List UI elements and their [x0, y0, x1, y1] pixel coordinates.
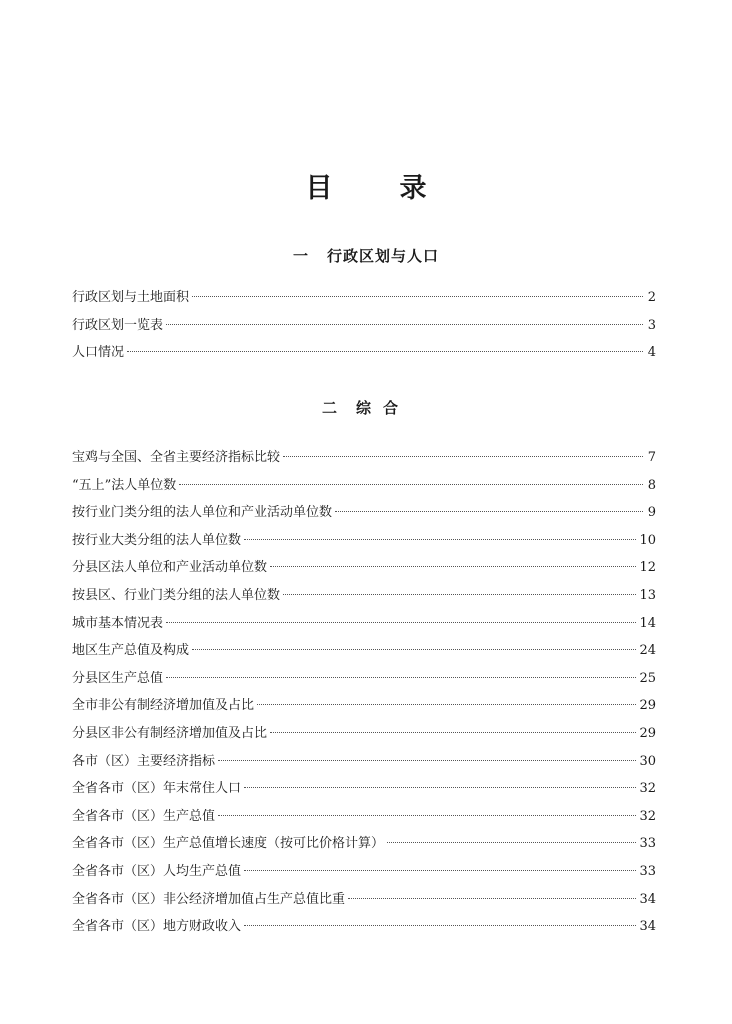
toc-entry-title: 宝鸡与全国、全省主要经济指标比较 [72, 450, 281, 465]
toc-entry-page: 29 [639, 698, 656, 714]
toc-entry[interactable] [72, 527, 656, 555]
toc-entry[interactable] [72, 472, 656, 500]
dot-leader [387, 842, 636, 843]
toc-entry[interactable] [72, 610, 656, 638]
toc-entry-title: 全省各市（区）生产总值增长速度（按可比价格计算） [72, 836, 385, 852]
toc-entry[interactable] [72, 692, 656, 720]
toc-entry[interactable] [72, 284, 656, 312]
toc-entry[interactable] [72, 720, 656, 748]
toc-entry-page: 13 [639, 587, 656, 603]
toc-entry[interactable] [72, 913, 656, 941]
section-title: 综合 [356, 399, 411, 417]
dot-leader [166, 324, 643, 325]
toc-entry[interactable] [72, 582, 656, 610]
toc-entry-page: 8 [647, 477, 656, 493]
toc-entry-title: 分县区非公有制经济增加值及占比 [72, 725, 268, 741]
toc-entry-page: 12 [639, 560, 656, 576]
toc-entry-page: 9 [647, 505, 656, 521]
toc-list-section-2 [72, 444, 656, 941]
toc-entry-page: 34 [639, 919, 656, 935]
toc-entry-title: 分县区法人单位和产业活动单位数 [72, 560, 268, 576]
toc-entry-title: “五上”法人单位数 [72, 477, 177, 493]
dot-leader [283, 594, 636, 595]
dot-leader [348, 898, 636, 899]
toc-entry[interactable] [72, 312, 656, 340]
toc-entry[interactable] [72, 748, 656, 776]
toc-entry-page: 25 [639, 670, 656, 686]
toc-entry-page: 30 [639, 753, 656, 769]
page-title: 目 录 [305, 173, 447, 204]
dot-leader [257, 704, 636, 705]
toc-entry[interactable] [72, 665, 656, 693]
toc-entry-title: 分县区生产总值 [72, 670, 164, 686]
dot-leader [166, 677, 636, 678]
toc-entry-page: 3 [647, 317, 656, 333]
toc-entry[interactable] [72, 637, 656, 665]
toc-entry[interactable] [72, 499, 656, 527]
section-heading-1 [0, 245, 732, 266]
toc-entry[interactable] [72, 775, 656, 803]
dot-leader [218, 815, 636, 816]
dot-leader [179, 484, 643, 485]
dot-leader [192, 296, 643, 297]
toc-entry-page: 4 [647, 345, 656, 361]
toc-entry[interactable] [72, 830, 656, 858]
toc-entry-title: 全省各市（区）年末常住人口 [72, 781, 242, 797]
toc-entry-title: 全省各市（区）地方财政收入 [72, 919, 242, 935]
toc-entry-title: 全省各市（区）生产总值 [72, 808, 216, 824]
toc-entry-title: 各市（区）主要经济指标 [72, 753, 216, 769]
toc-entry-title: 城市基本情况表 [72, 615, 164, 631]
dot-leader [218, 760, 636, 761]
toc-entry-page: 32 [639, 808, 656, 824]
toc-entry[interactable] [72, 444, 656, 472]
section-title: 行政区划与人口 [327, 247, 440, 265]
dot-leader [335, 511, 643, 512]
toc-entry-page: 14 [639, 615, 656, 631]
section-number: 一 [292, 247, 309, 265]
toc-entry[interactable] [72, 339, 656, 367]
dot-leader [244, 870, 636, 871]
toc-entry-title: 全市非公有制经济增加值及占比 [72, 698, 255, 714]
toc-entry-page: 2 [647, 290, 656, 305]
section-heading-2 [0, 397, 732, 418]
dot-leader [244, 925, 636, 926]
dot-leader [192, 649, 636, 650]
toc-entry-page: 33 [639, 836, 656, 852]
toc-list-section-1 [72, 284, 656, 367]
toc-entry-title: 全省各市（区）人均生产总值 [72, 863, 242, 879]
toc-entry-page: 7 [647, 450, 656, 465]
toc-entry-page: 24 [639, 643, 656, 659]
toc-entry-page: 32 [639, 781, 656, 797]
toc-entry-title: 按县区、行业门类分组的法人单位数 [72, 587, 281, 603]
dot-leader [270, 566, 636, 567]
dot-leader [244, 539, 636, 540]
toc-entry[interactable] [72, 858, 656, 886]
dot-leader [270, 732, 636, 733]
dot-leader [127, 351, 643, 352]
toc-entry-page: 33 [639, 863, 656, 879]
dot-leader [166, 622, 636, 623]
toc-entry-page: 10 [639, 532, 656, 548]
toc-entry-title: 按行业大类分组的法人单位数 [72, 532, 242, 548]
toc-entry-title: 行政区划与土地面积 [72, 290, 190, 305]
section-number: 二 [321, 399, 338, 417]
dot-leader [244, 787, 636, 788]
toc-entry-title: 行政区划一览表 [72, 317, 164, 333]
toc-entry-title: 全省各市（区）非公经济增加值占生产总值比重 [72, 891, 346, 907]
toc-entry[interactable] [72, 554, 656, 582]
dot-leader [283, 456, 643, 457]
toc-entry[interactable] [72, 886, 656, 914]
toc-entry-page: 34 [639, 891, 656, 907]
toc-entry-title: 人口情况 [72, 345, 125, 361]
toc-entry-page: 29 [639, 725, 656, 741]
toc-entry[interactable] [72, 803, 656, 831]
toc-entry-title: 地区生产总值及构成 [72, 643, 190, 659]
toc-entry-title: 按行业门类分组的法人单位和产业活动单位数 [72, 505, 333, 521]
